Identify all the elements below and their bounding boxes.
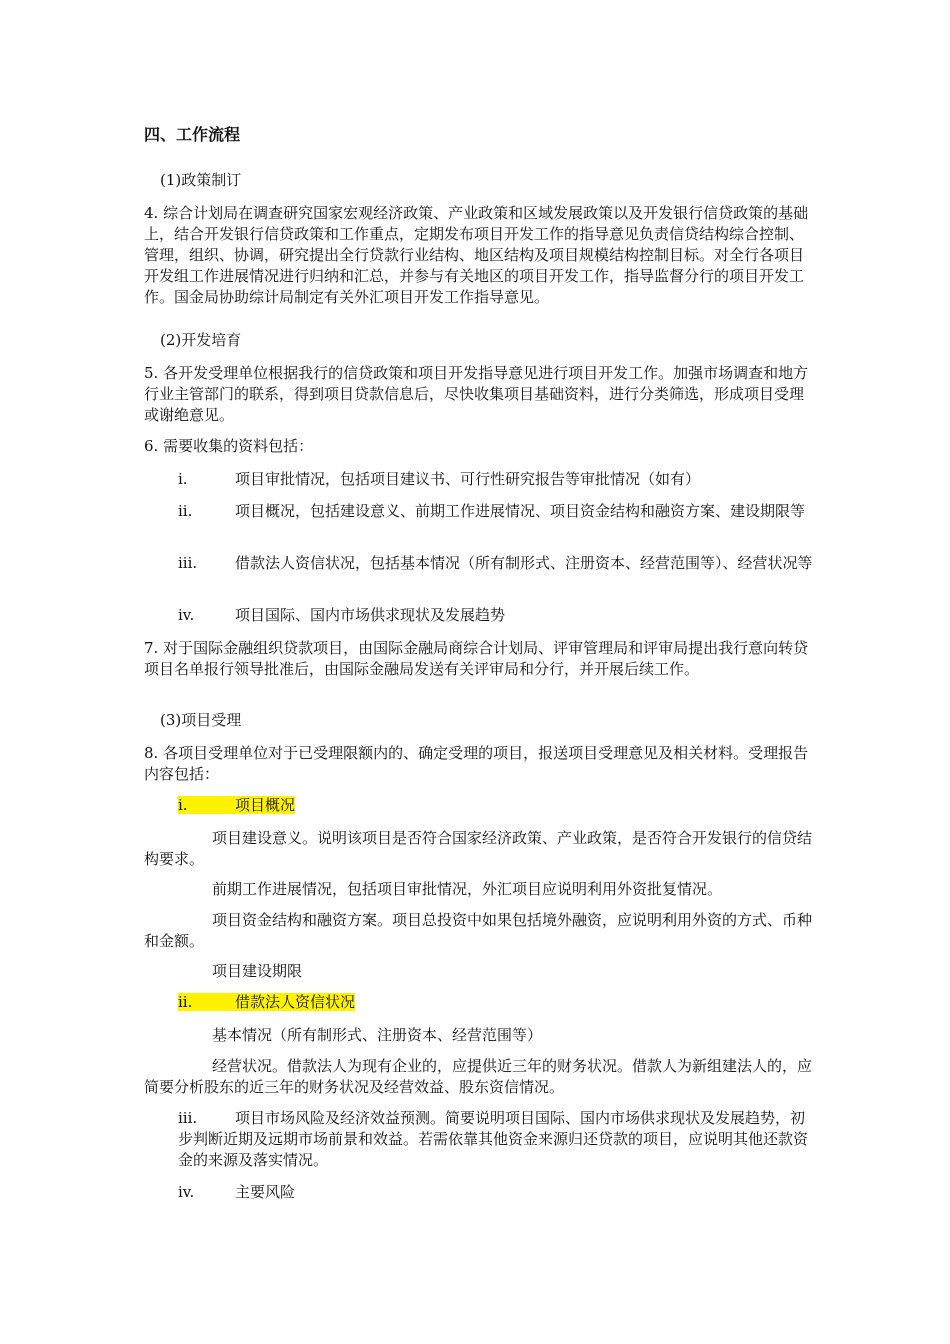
detail-paragraph: 前期工作进展情况，包括项目审批情况，外汇项目应说明利用外资批复情况。 [212,880,723,898]
list-text: 项目概况 [235,796,296,814]
list-item [178,553,818,574]
paragraph-7: 7. 对于国际金融组织贷款项目，由国际金融局商综合计划局、评审管理局和评审局提出我行意向转贷项目名单报行领导批准后，由国际金融局发送有关评审局和分行，并开展后续工作。 [144,639,809,678]
list-text: 项目国际、国内市场供求现状及发展趋势 [235,606,506,624]
section-title: 四、工作流程 [144,125,241,144]
list-number: i. [178,796,188,814]
list-item-iv [178,1182,818,1203]
list-item [178,501,818,522]
list-number: iii. [178,1109,198,1127]
detail-paragraph: 项目建设意义。说明该项目是否符合国家经济政策、产业政策，是否符合开发银行的信贷结构要求。 [144,829,813,868]
list-number: iii. [178,554,198,572]
list-number: i. [178,470,188,488]
list-number: iv. [178,1183,195,1201]
list-item [178,605,818,626]
list-number: ii. [178,993,193,1011]
detail-paragraph: 项目资金结构和融资方案。项目总投资中如果包括境外融资，应说明利用外资的方式、币种和金额。 [144,911,813,950]
paragraph-5: 5. 各开发受理单位根据我行的信贷政策和项目开发指导意见进行项目开发工作。加强市场调查和地方行业主管部门的联系，得到项目贷款信息后，尽快收集项目基础资料，进行分类筛选，形成项目受理或谢绝意见。 [144,364,809,424]
subsection-policy: (1)政策制订 [160,171,242,189]
list-item-iii [178,1108,818,1171]
highlighted-item-i [178,795,818,816]
list-text: 项目市场风险及经济效益预测。简要说明项目国际、国内市场供求现状及发展趋势，初步判断近期及远期市场前景和效益。若需依靠其他资金来源归还贷款的项目，应说明其他还款资金的来源及落实情况。 [178,1109,809,1169]
highlighted-item-ii [178,992,818,1013]
subsection-acceptance: (3)项目受理 [160,711,242,729]
list-text: 借款法人资信状况 [235,993,356,1011]
detail-paragraph: 项目建设期限 [212,962,303,980]
subsection-development: (2)开发培育 [160,331,242,349]
paragraph-6: 6. 需要收集的资料包括： [144,437,314,455]
list-text: 项目概况，包括建设意义、前期工作进展情况、项目资金结构和融资方案、建设期限等 [235,502,806,520]
list-number: ii. [178,502,193,520]
list-text: 项目审批情况，包括项目建议书、可行性研究报告等审批情况（如有） [235,470,701,488]
paragraph-4: 4. 综合计划局在调查研究国家宏观经济政策、产业政策和区域发展政策以及开发银行信贷政策的基础上，结合开发银行信贷政策和工作重点，定期发布项目开发工作的指导意见负责信贷结构综合控制、管理，组织、协调，研究提出全行贷款行业结构、地区结构及项目规模结构控制目标。对全行各项目开发组工作进展情况进行归纳和汇总，并参与有关地区的项目开发工作，指导监督分行的项目开发工作。国金局协助综计局制定有关外汇项目开发工作指导意见。 [144,204,809,306]
list-text: 主要风险 [235,1183,296,1201]
list-item [178,469,818,490]
detail-paragraph: 基本情况（所有制形式、注册资本、经营范围等） [212,1026,543,1044]
list-number: iv. [178,606,195,624]
detail-paragraph: 经营状况。借款法人为现有企业的，应提供近三年的财务状况。借款人为新组建法人的，应简要分析股东的近三年的财务状况及经营效益、股东资信情况。 [144,1057,813,1096]
paragraph-8: 8. 各项目受理单位对于已受理限额内的、确定受理的项目，报送项目受理意见及相关材料。受理报告内容包括： [144,744,809,783]
list-text: 借款法人资信状况，包括基本情况（所有制形式、注册资本、经营范围等）、经营状况等 [235,554,813,572]
